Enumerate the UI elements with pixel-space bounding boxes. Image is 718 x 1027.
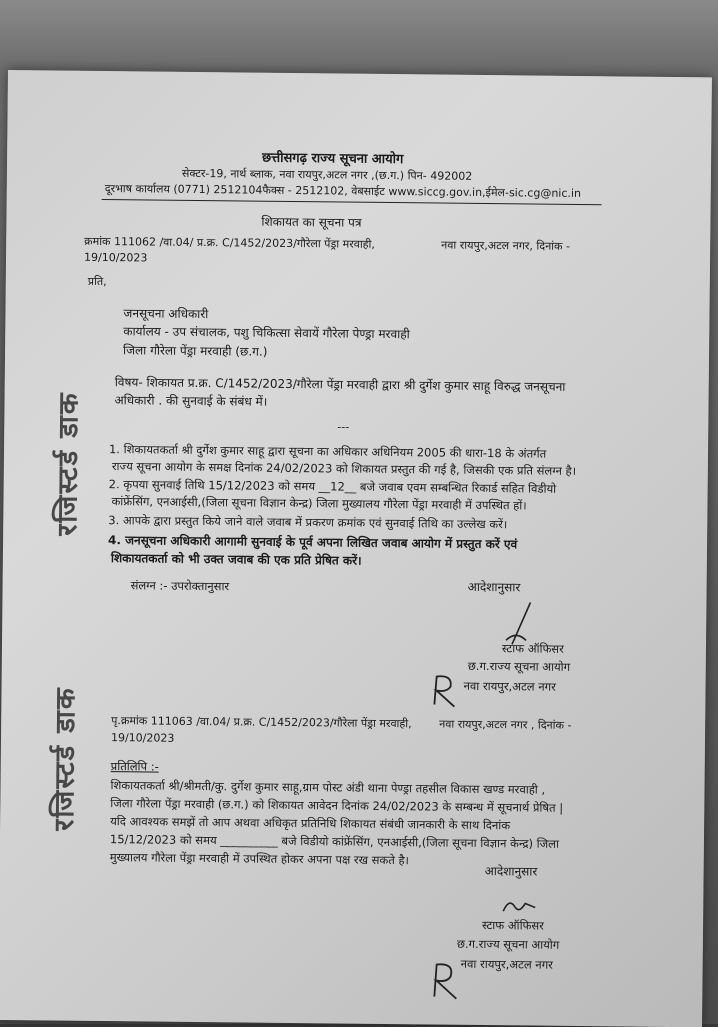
notice-date: 19/10/2023: [83, 250, 148, 265]
separator: ---: [337, 420, 350, 434]
initial-mark-icon: [426, 670, 466, 710]
by-order-label: आदेशानुसार: [467, 579, 521, 595]
copy-line: यदि आवश्यक समझें तो आप अथवा अधिकृत प्रतिनिधि शिकायत संबंधी जानकारी के साथ दिनांक: [110, 814, 511, 833]
registered-post-stamp: रजिस्टर्ड डाक: [49, 686, 82, 831]
copy-reference: पृ.क्रमांक 111063 /वा.04/ प्र.क्र. C/1452/2023/गौरेला पेंड्रा मरवाही,: [111, 714, 412, 731]
point-2: 2. कृपया सुनवाई तिथि 15/12/2023 को समय __12__ बजे जवाब एवम सम्बन्धित रिकार्ड सहित विडीयो: [108, 477, 557, 496]
copy-date: 19/10/2023: [110, 731, 175, 745]
signatory-org: छ.ग.राज्य सूचना आयोग: [467, 658, 571, 674]
enclosure-note: संलग्न :- उपरोक्तानुसार: [130, 578, 230, 594]
copy-heading: प्रतिलिपि :-: [110, 759, 159, 774]
signatory-city: नवा रायपुर,अटल नगर: [460, 956, 553, 972]
underlying-page: [0, 0, 718, 70]
org-address: सेक्टर-19, नार्थ ब्लाक, नवा रायपुर,अटल नगर ,(छ.ग.) पिन- 492002: [181, 166, 473, 183]
signatory-org: छ.ग.राज्य सूचना आयोग: [456, 936, 560, 952]
addressee-line: जनसूचना अधिकारी: [123, 306, 209, 322]
subject-line: विषय- शिकायत प्र.क्र. C/1452/2023/गौरेला पेंड्रा मरवाही द्वारा श्री दुर्गेश कुमार साहू विरुद्ध जनसूचना: [114, 375, 566, 394]
notice-reference: क्रमांक 111062 /वा.04/ प्र.क्र. C/1452/2023/गौरेला पेंड्रा मरवाही,: [84, 234, 375, 251]
registered-post-stamp: रजिस्टर्ड डाक: [52, 391, 85, 536]
notice-place: नवा रायपुर,अटल नगर, दिनांक -: [441, 238, 571, 253]
signatory-city: नवा रायपुर,अटल नगर: [463, 678, 556, 694]
copy-line: जिला गौरेला पेंड्रा मरवाही (छ.ग.) को शिकायत आवेदन दिनांक 24/02/2023 के सम्बन्ध में सूचनार्थ प्रेषित |: [110, 796, 564, 815]
point-4: 4. जनसूचना अधिकारी आगामी सुनवाई के पूर्व अपना लिखित जवाब आयोग में प्रस्तुत करें एवं: [108, 533, 518, 552]
copy-line: 15/12/2023 को समय __________ बजे विडीयो कांफ्रेंसिंग, एनआईसी,(जिला सूचना विज्ञान केन्द्र) जिला: [109, 832, 560, 851]
notice-document: [0, 70, 712, 1027]
addressee-line: जिला गौरेला पेंड्रा मरवाही (छ.ग.): [122, 343, 268, 359]
point-1: राज्य सूचना आयोग के समक्ष दिनांक 24/02/2023 को शिकायत प्रस्तुत की गई है, जिसकी एक प्रति संलग्न है।: [111, 459, 577, 478]
signatory-title: स्टाफ ऑफिसर: [481, 918, 545, 933]
point-2: कांफ्रेंसिंग, एनआईसी,(जिला सूचना विज्ञान केन्द्र) जिला मुख्यालय गौरेला पेंड्रा मरवाही में उपस्थित हों।: [111, 494, 527, 513]
copy-place: नवा रायपुर,अटल नगर , दिनांक -: [439, 717, 572, 732]
to-label: प्रति,: [87, 274, 107, 289]
initial-mark-icon: [426, 958, 466, 1000]
addressee-line: कार्यालय - उप संचालक, पशु चिकित्सा सेवायें गौरेला पेण्ड्रा मरवाही: [123, 324, 410, 342]
org-title: छत्तीसगढ़ राज्य सूचना आयोग: [262, 150, 404, 168]
org-contact: दूरभाष कार्यालय (0771) 2512104फैक्स - 2512102, वेबसाईट www.sicсg.gov.in,ईमेल-sic.cg@nic.in: [104, 182, 582, 201]
notice-title: शिकायत का सूचना पत्र: [261, 214, 362, 230]
signatory-title: स्टाफ ऑफिसर: [501, 641, 564, 656]
signature-icon: [499, 893, 539, 919]
copy-line: शिकायतकर्ता श्री/श्रीमती/कु. दुर्गेश कुमार साहू,ग्राम पोस्ट अंडी थाना पेण्ड्रा तहसील विकास खण्ड मरवाही ,: [110, 778, 546, 797]
by-order-label: आदेशानुसार: [484, 864, 538, 879]
point-4: शिकायतकर्ता को भी उक्त जवाब की एक प्रति प्रेषित करें।: [110, 551, 362, 568]
copy-line: मुख्यालय गौरेला पेंड्रा मरवाही में उपस्थित होकर अपना पक्ष रख सकते है।: [109, 850, 410, 868]
subject-line: अधिकारी . की सुनवाई के संबंध में।: [114, 393, 268, 409]
point-3: 3. आपके द्वारा प्रस्तुत किये जाने वाले जवाब में प्रकरण क्रमांक एवं सुनवाई तिथि का उल्लेख करें।: [108, 513, 508, 532]
point-1: 1. शिकायतकर्ता श्री दुर्गेश कुमार साहू द्वारा सूचना का अधिकार अधिनियम 2005 की धारा-18 के अंतर्गत: [108, 442, 547, 461]
